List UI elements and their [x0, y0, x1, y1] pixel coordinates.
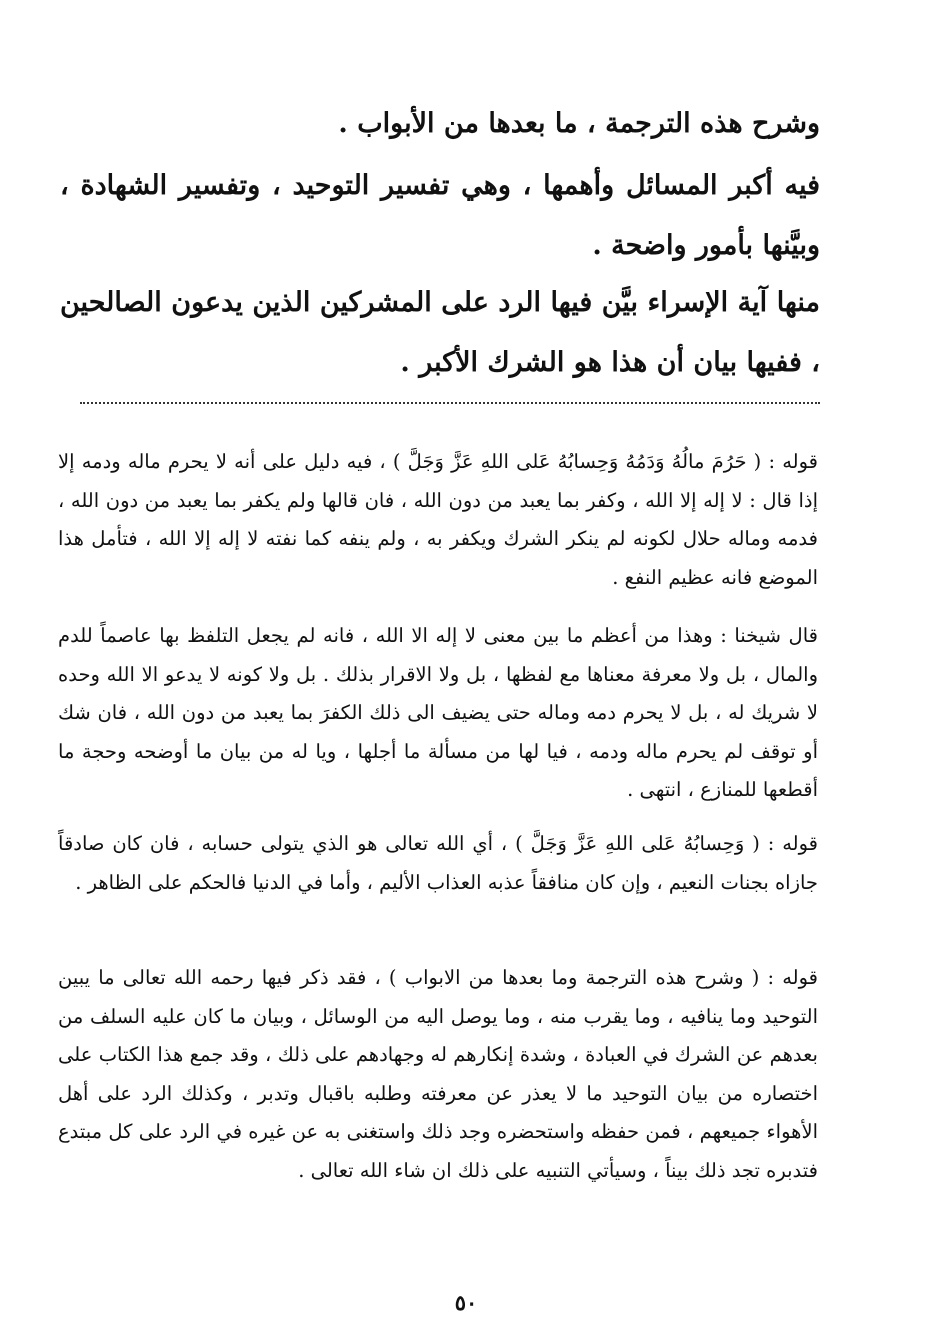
main-paragraph-text: فيه أكبر المسائل وأهمها ، وهي تفسير التوحيد ، وتفسير الشهادة ، وبيَّنها بأمور واضحة . — [60, 170, 820, 261]
main-paragraph-2 — [60, 156, 820, 276]
commentary-paragraph-3 — [58, 825, 818, 902]
commentary-paragraph-4 — [58, 959, 818, 1190]
main-paragraph-3 — [60, 273, 820, 393]
commentary-text: قوله : ( حَرُمَ مالُهُ وَدَمُهُ وَحِسابُهُ عَلى اللهِ عَزَّ وَجَلَّ ) ، فيه دليل على أنه لا يحرم ماله ودمه إلا إذا قال : لا إله إلا الله ، وكفر بما يعبد من دون الله ، فان قالها ولم يكفر بما يعبد من دون الله ، فدمه وماله حلال لكونه لم ينكر الشرك ويكفر به ، ولم ينفه كما نفته لا إله إلا الله ، فتأمل هذا الموضع فانه عظيم النفع . — [58, 450, 818, 589]
footnote-separator — [80, 402, 820, 404]
commentary-text: قوله : ( وَحِسابُهُ عَلى اللهِ عَزَّ وَجَلَّ ) ، أي الله تعالى هو الذي يتولى حسابه ، فان كان صادقاً جازاه بجنات النعيم ، وإن كان منافقاً عذبه العذاب الأليم ، وأما في الدنيا فالحكم على الظاهر . — [58, 832, 818, 894]
main-paragraph-text: منها آية الإسراء بيَّن فيها الرد على المشركين الذين يدعون الصالحين ، ففيها بيان أن هذا هو الشرك الأكبر . — [60, 287, 820, 378]
main-paragraph-1 — [60, 94, 820, 154]
commentary-paragraph-2 — [58, 617, 818, 810]
page-number: ٥٠ — [454, 1290, 478, 1315]
main-paragraph-text: وشرح هذه الترجمة ، ما بعدها من الأبواب . — [338, 108, 820, 139]
commentary-text: قال شيخنا : وهذا من أعظم ما بين معنى لا إله الا الله ، فانه لم يجعل التلفظ بها عاصماً للدم والمال ، بل ولا معرفة معناها مع لفظها ، بل ولا الاقرار بذلك . بل ولا كونه لا يدعو الا الله وحده لا شريك له ، بل لا يحرم دمه وماله حتى يضيف الى ذلك الكفرَ بما يعبد من دون الله ، فان شك أو توقف لم يحرم ماله ودمه ، فيا لها من مسألة ما أجلها ، ويا له من بيان ما أوضحه وحجة ما أقطعها للمنازع ، انتهى . — [58, 624, 818, 801]
commentary-paragraph-1 — [58, 443, 818, 597]
commentary-text: قوله : ( وشرح هذه الترجمة وما بعدها من الابواب ) ، فقد ذكر فيها رحمه الله تعالى ما يبين التوحيد وما ينافيه ، وما يقرب منه ، وما يوصل اليه من الوسائل ، وبيان ما كان عليه السلف من بعدهم عن الشرك في العبادة ، وشدة إنكارهم له وجهادهم على ذلك ، وقد جمع هذا الكتاب على اختصاره من بيان التوحيد ما لا يعذر عن معرفته وطلبه باقبال وتدبر ، وكذلك الرد على أهل الأهواء جميعهم ، فمن حفظه واستحضره وجد ذلك واستغنى به عن غيره في الرد على كل مبتدع فتدبره تجد ذلك بيناً ، وسيأتي التنبيه على ذلك ان شاء الله تعالى . — [58, 966, 818, 1182]
